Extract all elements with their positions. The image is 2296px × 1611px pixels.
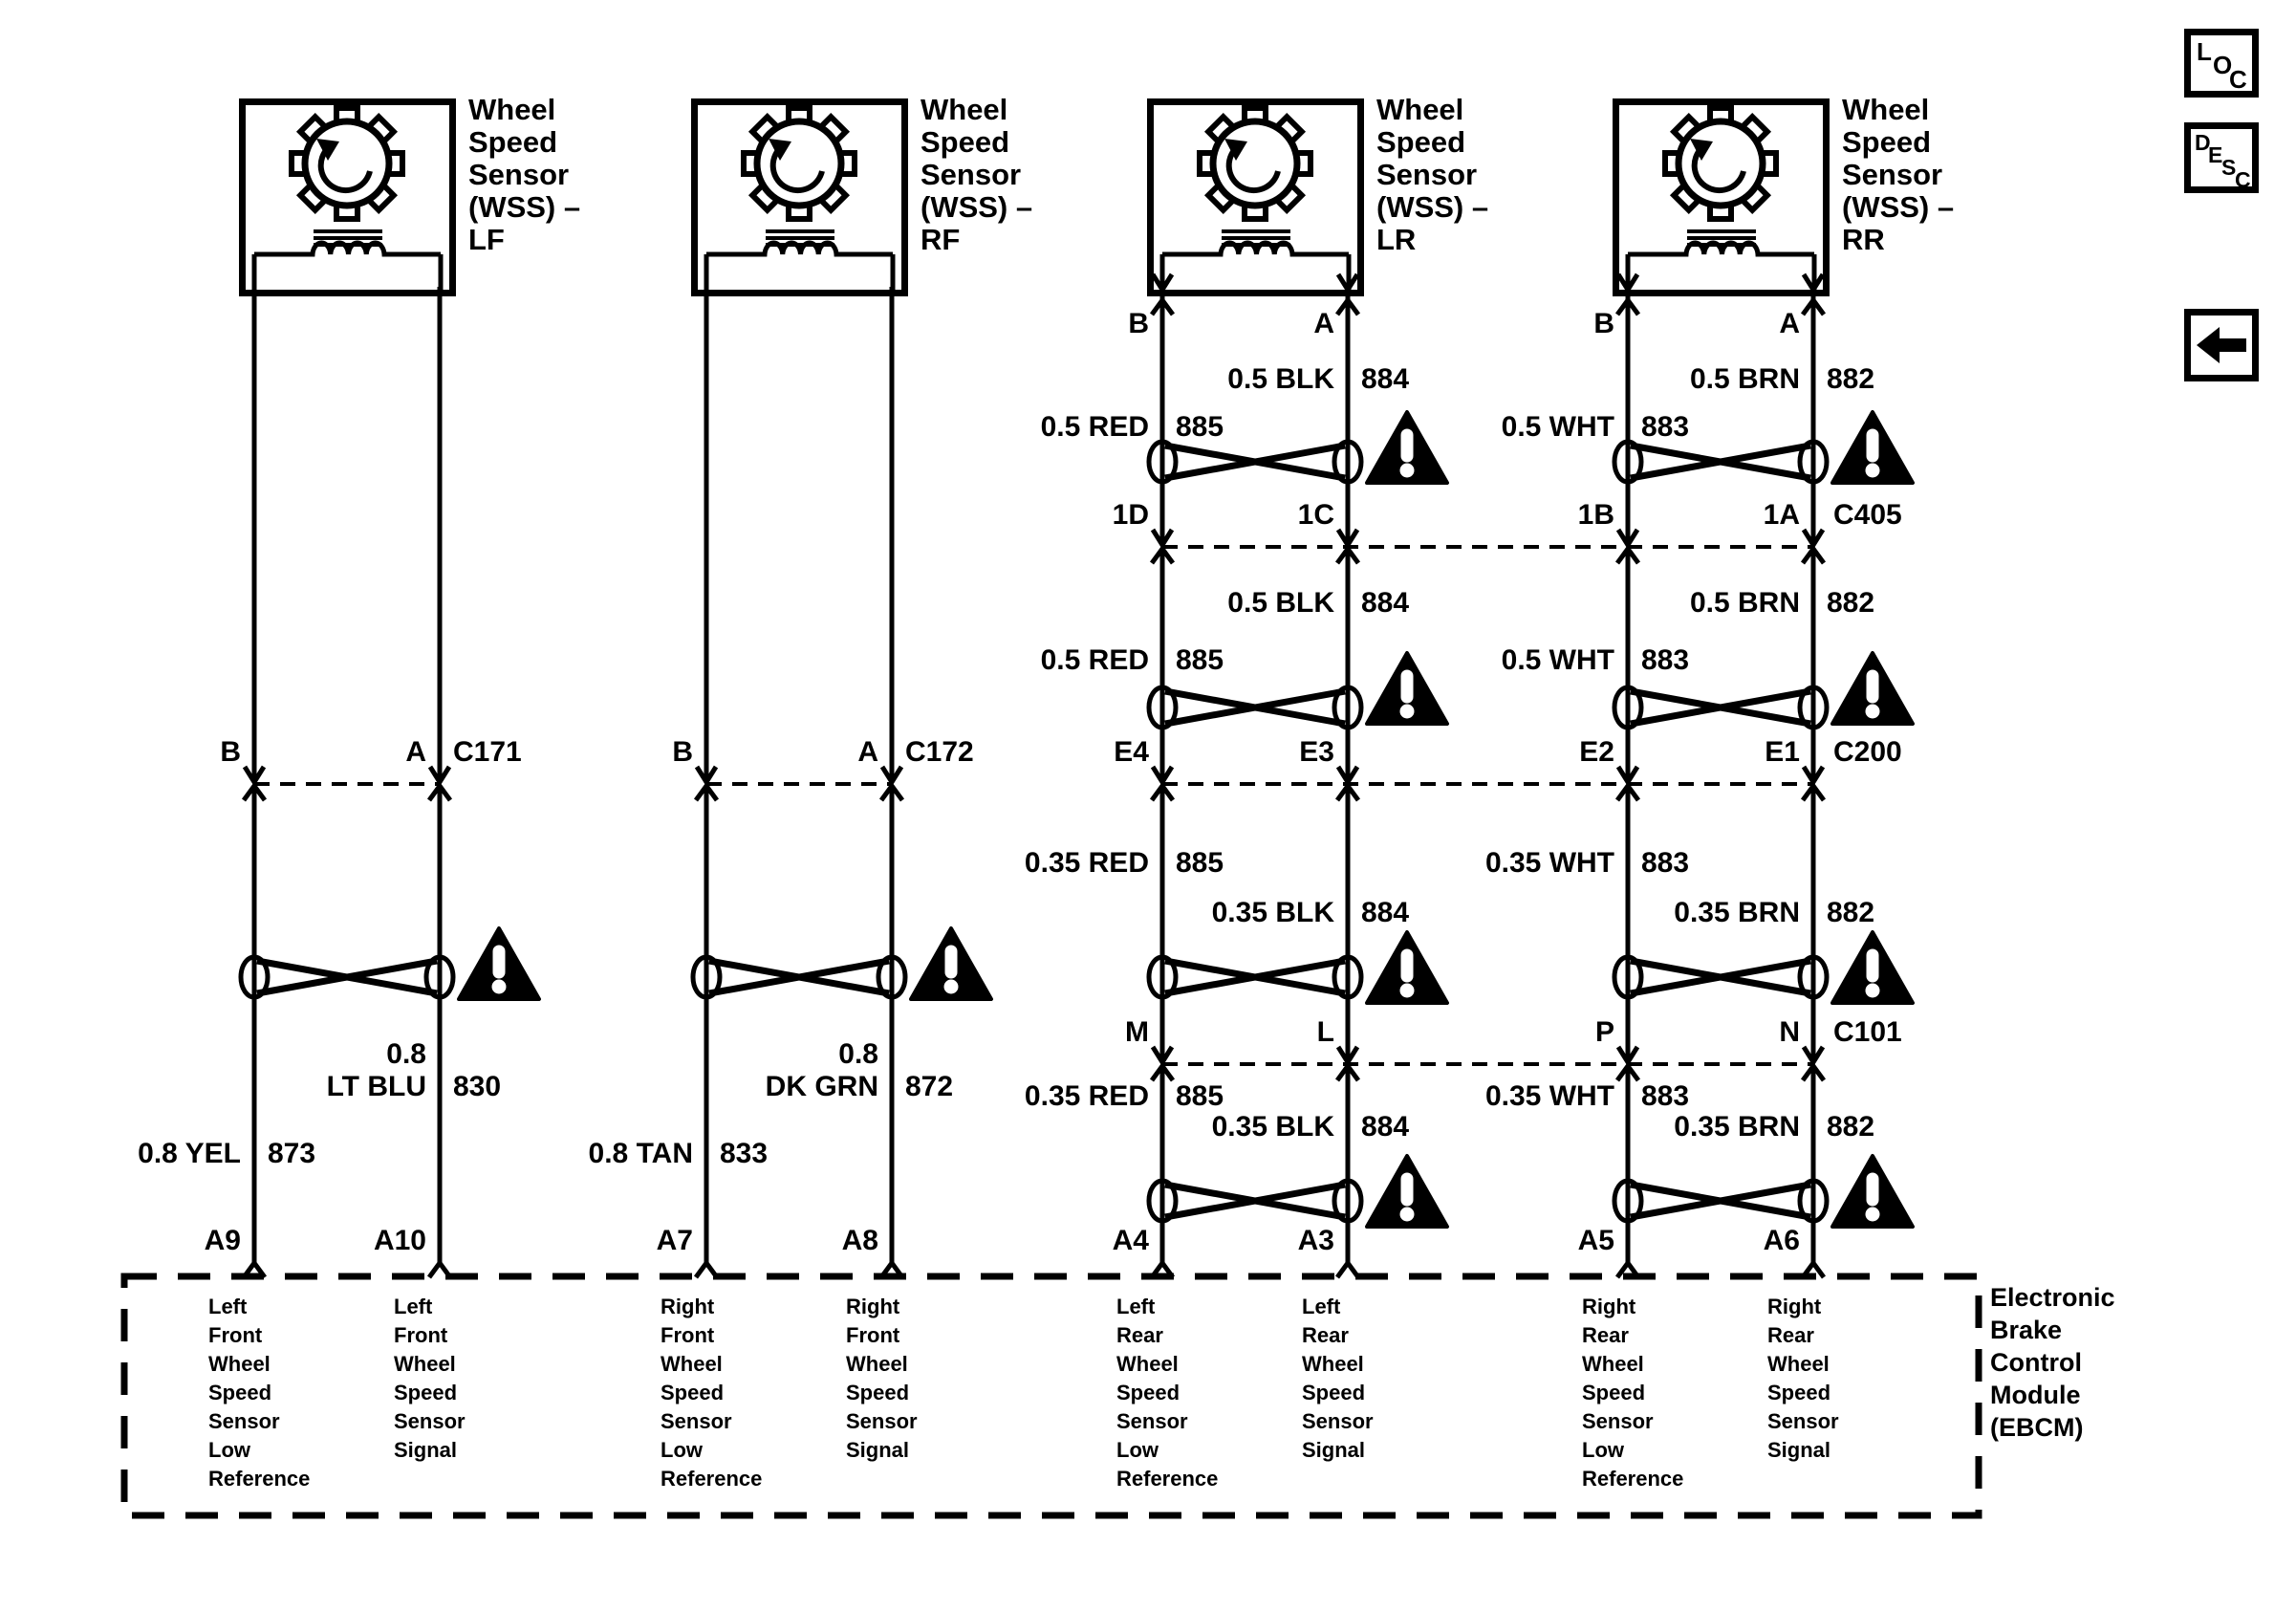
wss-rf-symbol bbox=[695, 102, 905, 297]
ebcm-desc-a7: Right Front Wheel Speed Sensor Low Reference bbox=[661, 1295, 763, 1491]
ebcm-desc-a9: Left Front Wheel Speed Sensor Low Reference bbox=[208, 1295, 311, 1491]
lr-c200-pin-signal: E3 bbox=[1299, 736, 1334, 768]
lr-c101-pin-signal: L bbox=[1316, 1016, 1334, 1048]
lr-seg3-signal: 0.35 BLK bbox=[1211, 897, 1334, 928]
rr-c101-pin-low: P bbox=[1594, 1016, 1614, 1048]
wss-lf-symbol bbox=[243, 102, 453, 297]
rr-seg2-low: 0.5 WHT bbox=[1501, 644, 1614, 676]
ebcm-desc-a6: Right Rear Wheel Speed Sensor Signal bbox=[1767, 1295, 1839, 1462]
desc-icon: D bbox=[2195, 130, 2211, 155]
rr-seg1-signal: 0.5 BRN bbox=[1689, 363, 1800, 395]
wss-rf-label: Wheel Speed Sensor (WSS) – RF bbox=[921, 93, 1033, 256]
rr-seg1-signal-ckt: 882 bbox=[1827, 363, 1875, 395]
rr-pin-b: B bbox=[1593, 308, 1614, 339]
desc-button[interactable]: D E S C bbox=[2184, 122, 2259, 193]
rf-signal-color: DK GRN bbox=[765, 1071, 878, 1102]
back-arrow-icon bbox=[2191, 316, 2252, 375]
lr-c405-pin-signal: 1C bbox=[1297, 499, 1334, 531]
lf-signal-size: 0.8 bbox=[386, 1038, 426, 1070]
lr-c200-pin-low: E4 bbox=[1114, 736, 1149, 768]
rr-seg1-low-ckt: 883 bbox=[1641, 411, 1690, 443]
lr-pin-b: B bbox=[1128, 308, 1149, 339]
rf-low-circuit: 833 bbox=[720, 1138, 769, 1169]
ebcm-desc-a4: Left Rear Wheel Speed Sensor Low Reference bbox=[1116, 1295, 1219, 1491]
rr-c101-pin-signal: N bbox=[1779, 1016, 1800, 1048]
rr-seg3-signal-ckt: 882 bbox=[1827, 897, 1875, 928]
rr-c200-pin-low: E2 bbox=[1579, 736, 1614, 768]
rr-seg4-low-ckt: 883 bbox=[1641, 1080, 1690, 1112]
ebcm-pin-a8: A8 bbox=[841, 1225, 878, 1256]
lr-c405-pin-low: 1D bbox=[1112, 499, 1149, 531]
wss-rr-symbol bbox=[1616, 102, 1827, 297]
rr-seg2-low-ckt: 883 bbox=[1641, 644, 1690, 676]
rr-seg3-low-ckt: 883 bbox=[1641, 847, 1690, 879]
rf-pin-a: A bbox=[857, 736, 878, 768]
rr-c200-pin-signal: E1 bbox=[1765, 736, 1800, 768]
rr-seg2-signal-ckt: 882 bbox=[1827, 587, 1875, 619]
rr-seg4-signal: 0.35 BRN bbox=[1674, 1111, 1800, 1143]
lr-seg2-low: 0.5 RED bbox=[1040, 644, 1149, 676]
wires-rf bbox=[706, 287, 892, 1262]
rr-seg4-signal-ckt: 882 bbox=[1827, 1111, 1875, 1143]
connector-c405-label: C405 bbox=[1833, 499, 1902, 531]
ebcm-desc-a8: Right Front Wheel Speed Sensor Signal bbox=[846, 1295, 918, 1462]
lf-pin-a: A bbox=[405, 736, 426, 768]
rf-signal-size: 0.8 bbox=[838, 1038, 878, 1070]
lf-low-label: 0.8 YEL bbox=[138, 1138, 241, 1169]
lf-signal-circuit: 830 bbox=[453, 1071, 502, 1102]
rf-pin-b: B bbox=[672, 736, 693, 768]
wss-lf-label: Wheel Speed Sensor (WSS) – LF bbox=[468, 93, 581, 256]
lr-seg1-low-ckt: 885 bbox=[1176, 411, 1224, 443]
lf-low-circuit: 873 bbox=[268, 1138, 316, 1169]
lf-pin-b: B bbox=[220, 736, 241, 768]
lr-seg2-signal: 0.5 BLK bbox=[1227, 587, 1334, 619]
lr-seg4-signal: 0.35 BLK bbox=[1211, 1111, 1334, 1143]
rr-seg3-signal: 0.35 BRN bbox=[1674, 897, 1800, 928]
ebcm-desc-a10: Left Front Wheel Speed Sensor Signal bbox=[394, 1295, 466, 1462]
ebcm-pin-a3: A3 bbox=[1297, 1225, 1334, 1256]
rf-signal-circuit: 872 bbox=[905, 1071, 954, 1102]
lr-seg1-low: 0.5 RED bbox=[1040, 411, 1149, 443]
wss-lr-symbol bbox=[1151, 102, 1361, 297]
rr-c405-pin-low: 1B bbox=[1577, 499, 1614, 531]
connector-c171-label: C171 bbox=[453, 736, 522, 768]
ebcm-title: Electronic Brake Control Module (EBCM) bbox=[1990, 1283, 2115, 1442]
ebcm-pin-a4: A4 bbox=[1112, 1225, 1149, 1256]
lr-pin-a: A bbox=[1313, 308, 1334, 339]
inline-connector-symbols bbox=[244, 530, 1824, 1277]
rr-seg2-signal: 0.5 BRN bbox=[1689, 587, 1800, 619]
lr-c101-pin-low: M bbox=[1125, 1016, 1149, 1048]
lr-seg3-low-ckt: 885 bbox=[1176, 847, 1224, 879]
lf-signal-color: LT BLU bbox=[326, 1071, 426, 1102]
lr-seg3-signal-ckt: 884 bbox=[1361, 897, 1410, 928]
ebcm-desc-a3: Left Rear Wheel Speed Sensor Signal bbox=[1302, 1295, 1374, 1462]
ebcm-desc-a5: Right Rear Wheel Speed Sensor Low Reference bbox=[1582, 1295, 1684, 1491]
wires-lf bbox=[254, 287, 440, 1262]
lr-seg3-low: 0.35 RED bbox=[1024, 847, 1149, 879]
rr-seg4-low: 0.35 WHT bbox=[1484, 1080, 1614, 1112]
wss-lr-label: Wheel Speed Sensor (WSS) – LR bbox=[1376, 93, 1489, 256]
wss-rr-label: Wheel Speed Sensor (WSS) – RR bbox=[1842, 93, 1955, 256]
lr-seg1-signal-ckt: 884 bbox=[1361, 363, 1410, 395]
lr-seg2-signal-ckt: 884 bbox=[1361, 587, 1410, 619]
lr-seg4-signal-ckt: 884 bbox=[1361, 1111, 1410, 1143]
lr-seg2-low-ckt: 885 bbox=[1176, 644, 1224, 676]
connector-c101-label: C101 bbox=[1833, 1016, 1902, 1048]
ebcm-pin-a9: A9 bbox=[204, 1225, 241, 1256]
loc-icon: L bbox=[2197, 37, 2212, 66]
rf-low-label: 0.8 TAN bbox=[588, 1138, 693, 1169]
rr-pin-a: A bbox=[1779, 308, 1800, 339]
connector-c172-label: C172 bbox=[905, 736, 974, 768]
lr-seg1-signal: 0.5 BLK bbox=[1227, 363, 1334, 395]
lr-seg4-low-ckt: 885 bbox=[1176, 1080, 1224, 1112]
rr-seg1-low: 0.5 WHT bbox=[1501, 411, 1614, 443]
rr-seg3-low: 0.35 WHT bbox=[1484, 847, 1614, 879]
ebcm-pin-a7: A7 bbox=[656, 1225, 693, 1256]
ebcm-pin-a5: A5 bbox=[1577, 1225, 1614, 1256]
lr-seg4-low: 0.35 RED bbox=[1024, 1080, 1149, 1112]
ebcm-pin-a10: A10 bbox=[373, 1225, 426, 1256]
rr-c405-pin-signal: 1A bbox=[1763, 499, 1800, 531]
ebcm-pin-a6: A6 bbox=[1763, 1225, 1800, 1256]
loc-button[interactable]: L O C bbox=[2184, 29, 2259, 98]
connector-c200-label: C200 bbox=[1833, 736, 1902, 768]
back-arrow-button[interactable] bbox=[2184, 309, 2259, 381]
